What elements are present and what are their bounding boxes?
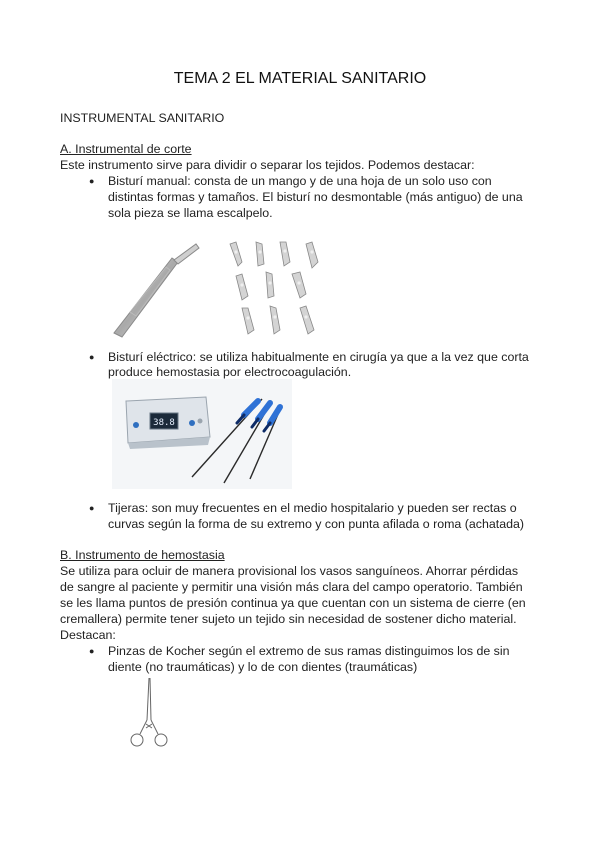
hemostasia-para-line-4: cremallera) permite tener sujeto un tejido sin necesidad de sostener dicho material. [60, 612, 517, 626]
scalpel-blades-image [222, 238, 332, 342]
bisturi-manual-line-1: Bisturí manual: consta de un mango y de una hoja de un solo uso con [108, 174, 492, 188]
section-heading: INSTRUMENTAL SANITARIO [60, 111, 225, 125]
bullet-marker: ● [89, 503, 95, 513]
hemostasia-para-line-5: Destacan: [60, 628, 116, 642]
bisturi-electrico-line-1: Bisturí eléctrico: se utiliza habitualmente en cirugía ya que a la vez que corta [108, 350, 529, 364]
kocher-forceps-image [128, 676, 170, 752]
bisturi-electrico-line-2: produce hemostasia por electrocoagulación. [108, 365, 352, 379]
tijeras-line-1: Tijeras: son muy frecuentes en el medio hospitalario y pueden ser rectas o [108, 501, 517, 515]
bullet-marker: ● [89, 176, 95, 186]
scalpel-handle-image [100, 240, 210, 340]
hemostasia-para-line-2: de sangre al paciente y permitir una visión más clara del campo operatorio. También [60, 580, 523, 594]
heading-instrumento-hemostasia: B. Instrumento de hemostasia [60, 548, 225, 562]
tijeras-line-2: curvas según la forma de su extremo y con punta afilada o roma (achatada) [108, 517, 524, 531]
bullet-marker: ● [89, 646, 95, 656]
heading-instrumental-corte: A. Instrumental de corte [60, 142, 192, 156]
hemostasia-para-line-3: se les llama puntos de presión continua ya que cuentan con un sistema de cierre (en [60, 596, 526, 610]
pinzas-kocher-line-2: diente (no traumáticas) y lo de con dientes (traumáticas) [108, 660, 418, 674]
bisturi-manual-line-3: sola pieza se llama escalpelo. [108, 206, 273, 220]
bisturi-manual-line-2: distintas formas y tamaños. El bisturí no desmontable (más antiguo) de una [108, 190, 523, 204]
bullet-marker: ● [89, 352, 95, 362]
pinzas-kocher-line-1: Pinzas de Kocher según el extremo de sus ramas distinguimos los de sin [108, 644, 510, 658]
page-title: TEMA 2 EL MATERIAL SANITARIO [173, 70, 427, 87]
electrosurgical-unit-image [112, 379, 292, 489]
hemostasia-para-line-1: Se utiliza para ocluir de manera provisional los vasos sanguíneos. Ahorrar pérdidas [60, 564, 519, 578]
corte-intro: Este instrumento sirve para dividir o separar los tejidos. Podemos destacar: [60, 158, 475, 172]
device-display: 38.8 [153, 418, 175, 428]
